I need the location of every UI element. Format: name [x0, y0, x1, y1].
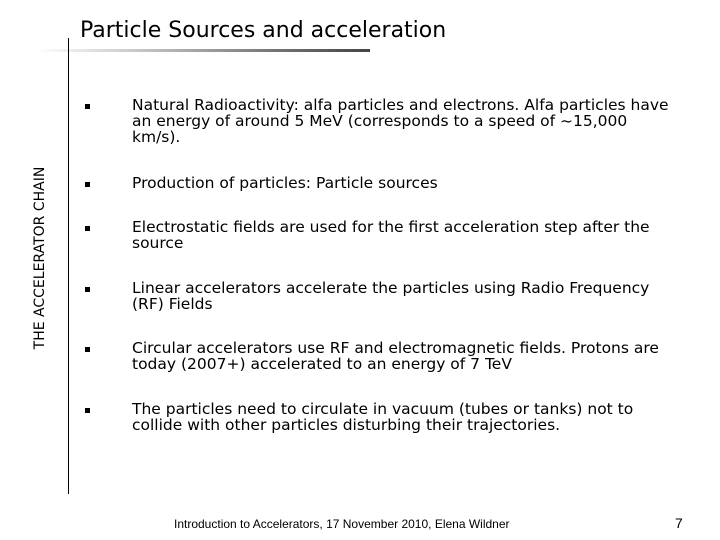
title-underline-bar [36, 49, 370, 52]
bullet-marker [85, 226, 90, 231]
footer-text: Introduction to Accelerators, 17 November 2010, Elena Wildner [174, 517, 510, 531]
bullet-text: Production of particles: Particle sources [132, 174, 438, 192]
bullet-marker [85, 182, 90, 187]
bullet-text: Linear accelerators accelerate the particles using Radio Frequency (RF) Fields [132, 279, 650, 313]
page-number: 7 [675, 515, 683, 531]
slide-title: Particle Sources and acceleration [80, 18, 447, 43]
bullet-text: Circular accelerators use RF and electromagnetic fields. Protons are today (2007+) accelerated to an energy of 7 TeV [132, 339, 659, 373]
bullet-marker [85, 104, 90, 109]
bullet-marker [85, 287, 90, 292]
bullet-marker [85, 347, 90, 352]
bullet-text: Electrostatic fields are used for the first acceleration step after the source [132, 218, 650, 252]
bullet-text: Natural Radioactivity: alfa particles and electrons. Alfa particles have an energy of around 5 MeV (corresponds to a speed of ~15,000 km/s). [132, 96, 669, 146]
side-label-text: THE ACCELERATOR CHAIN [32, 166, 48, 350]
vertical-divider [68, 38, 69, 494]
bullet-marker [85, 408, 90, 413]
bullet-text: The particles need to circulate in vacuum (tubes or tanks) not to collide with other particles disturbing their trajectories. [132, 400, 634, 434]
